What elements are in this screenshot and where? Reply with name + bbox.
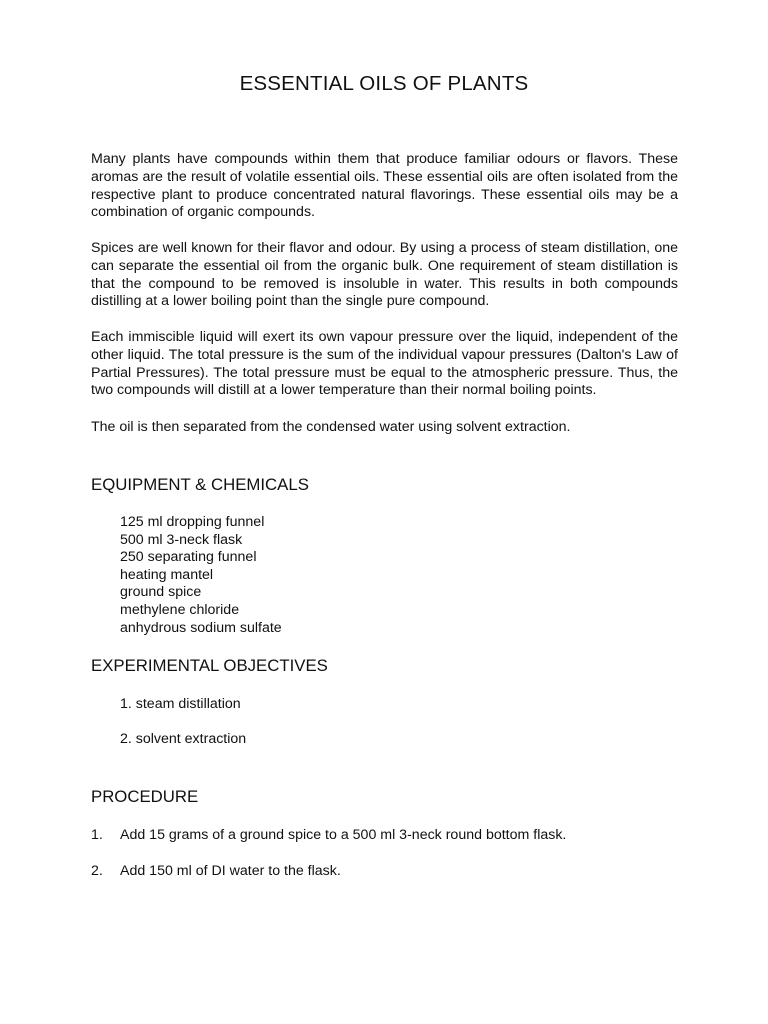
procedure-heading: PROCEDURE: [91, 787, 199, 806]
step-text: Add 15 grams of a ground spice to a 500 ml 3-neck round bottom flask.: [120, 827, 567, 843]
list-item: 250 separating funnel: [120, 549, 257, 566]
equipment-list: [120, 514, 282, 637]
step-number: 2.: [91, 863, 103, 879]
objectives-heading: EXPERIMENTAL OBJECTIVES: [91, 656, 328, 675]
steam-distillation-paragraph: Spices are well known for their flavor and odour. By using a process of steam distillation, one can separate the essential oil from the organic bulk. One requirement of steam distillation is that the compound to be removed is insoluble in water. This results in both compounds distilling at a lower boiling point than the single pure compound.: [91, 240, 678, 310]
intro-paragraph: Many plants have compounds within them that produce familiar odours or flavors. These aromas are the result of volatile essential oils. These essential oils are often isolated from the respective plant to produce concentrated natural flavorings. These essential oils may be a combination of organic compounds.: [91, 151, 678, 221]
step-number: 1.: [91, 827, 103, 843]
equipment-heading: EQUIPMENT & CHEMICALS: [91, 475, 309, 494]
step-text: Add 150 ml of DI water to the flask.: [120, 863, 341, 879]
list-item: 125 ml dropping funnel: [120, 514, 265, 530]
vapour-pressure-paragraph: Each immiscible liquid will exert its own vapour pressure over the liquid, independent of the other liquid. The total pressure is the sum of the individual vapour pressures (Dalton's Law of Partial Pressures). The total pressure must be equal to the atmospheric pressure. Thus, the two compounds will distill at a lower temperature than their normal boiling points.: [91, 329, 678, 399]
list-item: methylene chloride: [120, 601, 240, 618]
objective-item: 1. steam distillation: [120, 696, 241, 712]
objective-item: 2. solvent extraction: [120, 731, 247, 747]
list-item: 500 ml 3-neck flask: [120, 531, 243, 548]
procedure-step: [91, 862, 341, 880]
procedure-step: [91, 826, 566, 844]
solvent-extraction-paragraph: The oil is then separated from the condensed water using solvent extraction.: [91, 419, 571, 435]
list-item: heating mantel: [120, 566, 214, 583]
document-title: ESSENTIAL OILS OF PLANTS: [239, 72, 529, 95]
list-item: anhydrous sodium sulfate: [120, 619, 282, 636]
list-item: ground spice: [120, 584, 202, 601]
